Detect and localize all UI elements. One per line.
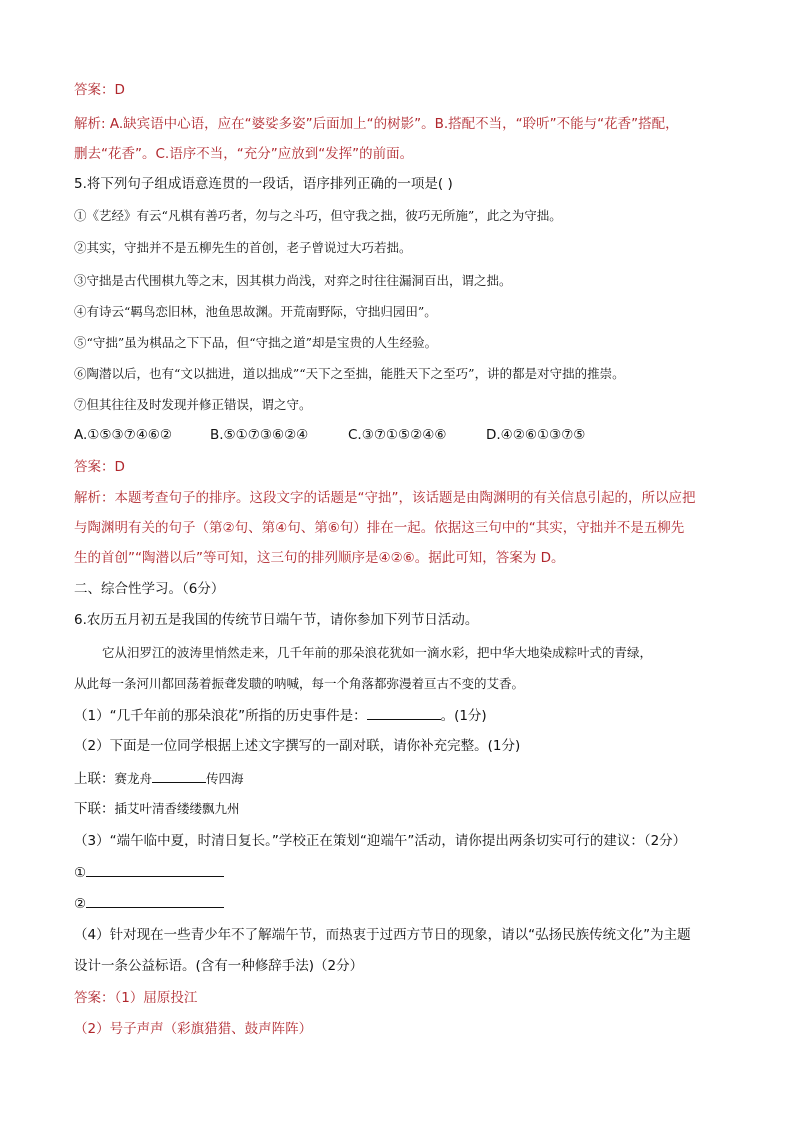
q6-part-1-blank[interactable] — [367, 705, 441, 720]
q5-item-1: ①《艺经》有云“凡棋有善巧者，勿与之斗巧，但守我之拙，彼巧无所施”，此之为守拙。 — [74, 208, 562, 223]
q4-analysis-line-1: 解析: A.缺宾语中心语，应在“婆娑多姿”后面加上“的树影”。B.搭配不当，“聆听”不能与“花香”搭配， — [74, 116, 679, 132]
q5-option-c: C.③⑦①⑤②④⑥ — [348, 427, 447, 443]
q5-stem: 5.将下列句子组成语意连贯的一段话，语序排列正确的一项是( ) — [74, 176, 453, 192]
q5-analysis-line-1: 解析：本题考查句子的排序。这段文字的话题是“守拙”，该话题是由陶渊明的有关信息引起的，所以应把 — [74, 490, 696, 506]
q6-part-3: （3）“端午临中夏，时清日复长。”学校正在策划“迎端午”活动，请你提出两条切实可行的建议：（2分） — [74, 833, 687, 849]
q5-item-7: ⑦但其往往及时发现并修正错误，谓之守。 — [74, 397, 312, 412]
q6-part-3-marker-2: ② — [74, 896, 87, 912]
couplet-lower-text: 插艾叶清香缕缕飘九州 — [114, 801, 240, 816]
q6-part-3-line-2 — [74, 893, 734, 914]
q6-part-1-question: （1）“几千年前的那朵浪花”所指的历史事件是： — [74, 708, 367, 724]
q6-part-3-marker-1: ① — [74, 865, 87, 881]
q5-item-5: ⑤“守拙”虽为棋品之下下品，但“守拙之道”却是宝贵的人生经验。 — [74, 335, 438, 350]
q5-option-d: D.④②⑥①③⑦⑤ — [486, 427, 586, 443]
q4-analysis-line-2: 删去“花香”。C.语序不当，“充分”应放到“发挥”的前面。 — [74, 146, 414, 162]
q5-option-b: B.⑤①⑦③⑥②④ — [210, 427, 309, 443]
q6-answer-line-1: 答案：（1）屈原投江 — [74, 990, 198, 1006]
couplet-upper-label: 上联： — [74, 771, 115, 787]
q5-item-6: ⑥陶潜以后，也有“文以拙进，道以拙成”“天下之至拙，能胜天下之至巧”，讲的都是对守拙的推崇。 — [74, 366, 625, 381]
couplet-lower-label: 下联： — [74, 801, 115, 817]
couplet-lower — [74, 799, 734, 819]
couplet-upper-end: 传四海 — [206, 771, 244, 786]
q5-analysis-line-3: 生的首创”“陶潜以后”等可知，这三句的排列顺序是④②⑥。据此可知，答案为 D。 — [74, 550, 565, 566]
q5-item-4: ④有诗云“羁鸟恋旧林，池鱼思故渊。开荒南野际，守拙归园田”。 — [74, 304, 437, 319]
q6-part-1-score: 。(1分) — [440, 708, 487, 724]
couplet-upper-start: 赛龙舟 — [114, 771, 153, 786]
section-heading: 二、综合性学习。（6分） — [74, 581, 225, 597]
q4-answer: 答案：D — [74, 82, 125, 98]
q6-passage-line-2: 从此每一条河川都回荡着振聋发聩的呐喊，每一个角落都弥漫着亘古不变的艾香。 — [74, 676, 525, 691]
q6-part-3-blank-1[interactable] — [86, 862, 224, 877]
q6-part-4-line-2: 设计一条公益标语。(含有一种修辞手法)（2分） — [74, 958, 364, 974]
couplet-upper — [74, 768, 734, 789]
q6-part-3-line-1 — [74, 862, 734, 883]
q6-part-4-line-1: （4）针对现在一些青少年不了解端午节，而热衷于过西方节日的现象，请以“弘扬民族传统文化”为主题 — [74, 927, 691, 943]
q6-part-2: （2）下面是一位同学根据上述文字撰写的一副对联，请你补充完整。(1分) — [74, 738, 521, 754]
q5-item-3: ③守拙是古代围棋九等之末，因其棋力尚浅，对弈之时往往漏洞百出，谓之拙。 — [74, 273, 512, 288]
q6-part-1 — [74, 705, 734, 726]
q5-analysis-line-2: 与陶渊明有关的句子（第②句、第④句、第⑥句）排在一起。依据这三句中的“其实，守拙并不是五柳先 — [74, 520, 685, 536]
q5-item-2: ②其实，守拙并不是五柳先生的首创，老子曾说过大巧若拙。 — [74, 240, 412, 255]
q6-answer-line-2: （2）号子声声（彩旗猎猎、鼓声阵阵） — [74, 1021, 313, 1037]
q5-option-a: A.①⑤③⑦④⑥② — [74, 427, 173, 443]
q6-passage-line-1: 它从汨罗江的波涛里悄然走来，几千年前的那朵浪花犹如一滴水彩，把中华大地染成粽叶式的青绿， — [102, 645, 653, 660]
couplet-upper-blank[interactable] — [152, 768, 206, 783]
q5-answer: 答案：D — [74, 459, 125, 475]
q6-part-3-blank-2[interactable] — [86, 893, 224, 908]
q6-stem: 6.农历五月初五是我国的传统节日端午节，请你参加下列节日活动。 — [74, 612, 479, 628]
